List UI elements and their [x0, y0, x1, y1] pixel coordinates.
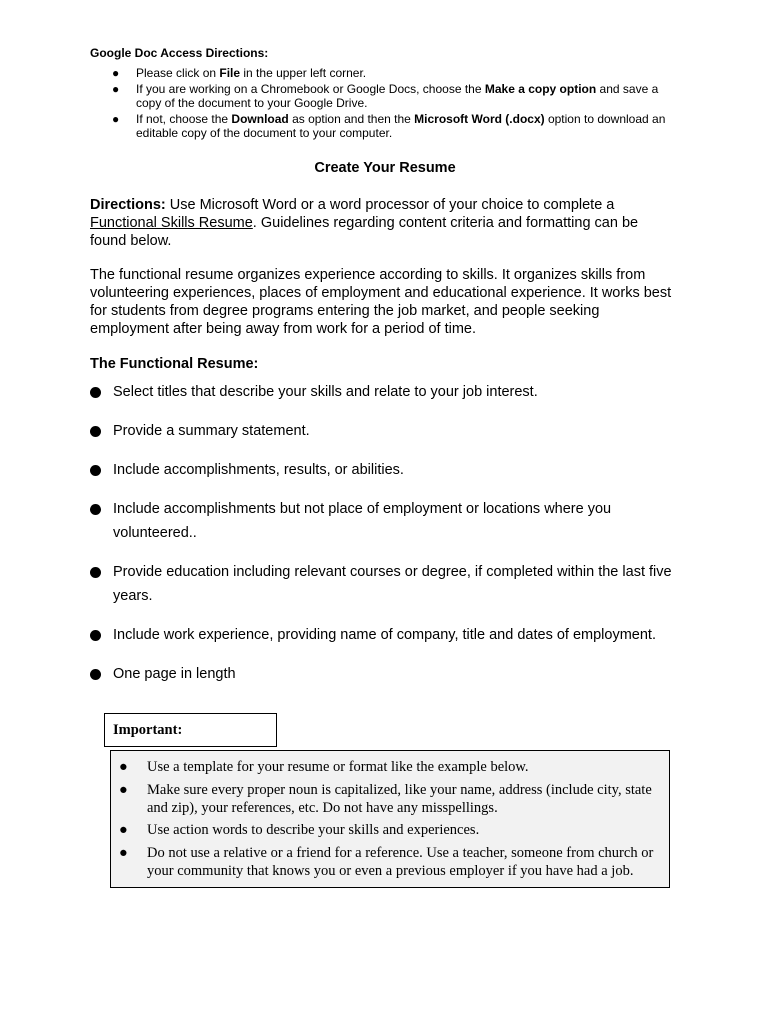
bullet-icon: [90, 669, 101, 680]
list-item: ● Do not use a relative or a friend for a reference. Use a teacher, someone from church or your community that knows you or even a previous employer if you have had a job.: [119, 844, 654, 879]
directions-label: Directions:: [90, 197, 166, 213]
bullet-icon: ●: [119, 759, 128, 775]
bullet-icon: [90, 387, 101, 398]
list-item: Include accomplishments, results, or abilities.: [90, 458, 680, 482]
list-item: Select titles that describe your skills and relate to your job interest.: [90, 380, 680, 404]
functional-skills-resume-text: Functional Skills Resume: [90, 215, 253, 231]
intro-paragraph: The functional resume organizes experience according to skills. It organizes skills from volunteering experiences, places of employment and educational experience. It works best for students from degree programs entering the job market, and people seeking employment after being away from work for a period of time.: [90, 267, 672, 337]
list-item: ● Please click on File in the upper left corner.: [112, 66, 367, 80]
list-item: Include work experience, providing name of company, title and dates of employment.: [90, 623, 680, 647]
bullet-icon: [90, 465, 101, 476]
bullet-icon: [90, 504, 101, 515]
bullet-icon: ●: [119, 781, 128, 798]
list-item: ● If you are working on a Chromebook or Google Docs, choose the Make a copy option and save a copy of the document to your Google Drive.: [112, 81, 659, 110]
google-doc-directions-list: [90, 66, 680, 142]
bullet-icon: ●: [112, 81, 120, 96]
list-item: ● Make sure every proper noun is capitalized, like your name, address (include city, state and zip), your references, etc. Do not have any misspellings.: [119, 781, 652, 816]
bullet-icon: [90, 630, 101, 641]
list-item: ● Use action words to describe your skills and experiences.: [119, 822, 480, 838]
bullet-icon: ●: [119, 844, 128, 861]
functional-resume-heading: The Functional Resume:: [90, 356, 259, 372]
directions-paragraph: Directions: Use Microsoft Word or a word processor of your choice to complete a Functional Skills Resume. Guidelines regarding content criteria and formatting can be found below.: [90, 197, 639, 249]
list-item: Include accomplishments but not place of employment or locations where you volunteered..: [90, 497, 680, 545]
list-item: ● If not, choose the Download as option and then the Microsoft Word (.docx) option to download an editable copy of the document to your computer.: [112, 111, 666, 140]
bullet-icon: ●: [112, 111, 120, 126]
bullet-icon: [90, 567, 101, 578]
list-item: Provide a summary statement.: [90, 419, 680, 443]
important-label: Important:: [104, 713, 277, 747]
google-doc-directions-title: Google Doc Access Directions:: [90, 46, 269, 60]
page-title: Create Your Resume: [314, 160, 456, 176]
bullet-icon: ●: [112, 66, 120, 80]
functional-resume-list: [90, 380, 680, 701]
bullet-icon: [90, 426, 101, 437]
important-box: [110, 750, 670, 888]
list-item: Provide education including relevant courses or degree, if completed within the last five years.: [90, 560, 680, 608]
important-list: [111, 758, 659, 880]
bullet-icon: ●: [119, 822, 128, 838]
list-item: ● Use a template for your resume or format like the example below.: [119, 759, 529, 775]
list-item: One page in length: [90, 662, 680, 686]
